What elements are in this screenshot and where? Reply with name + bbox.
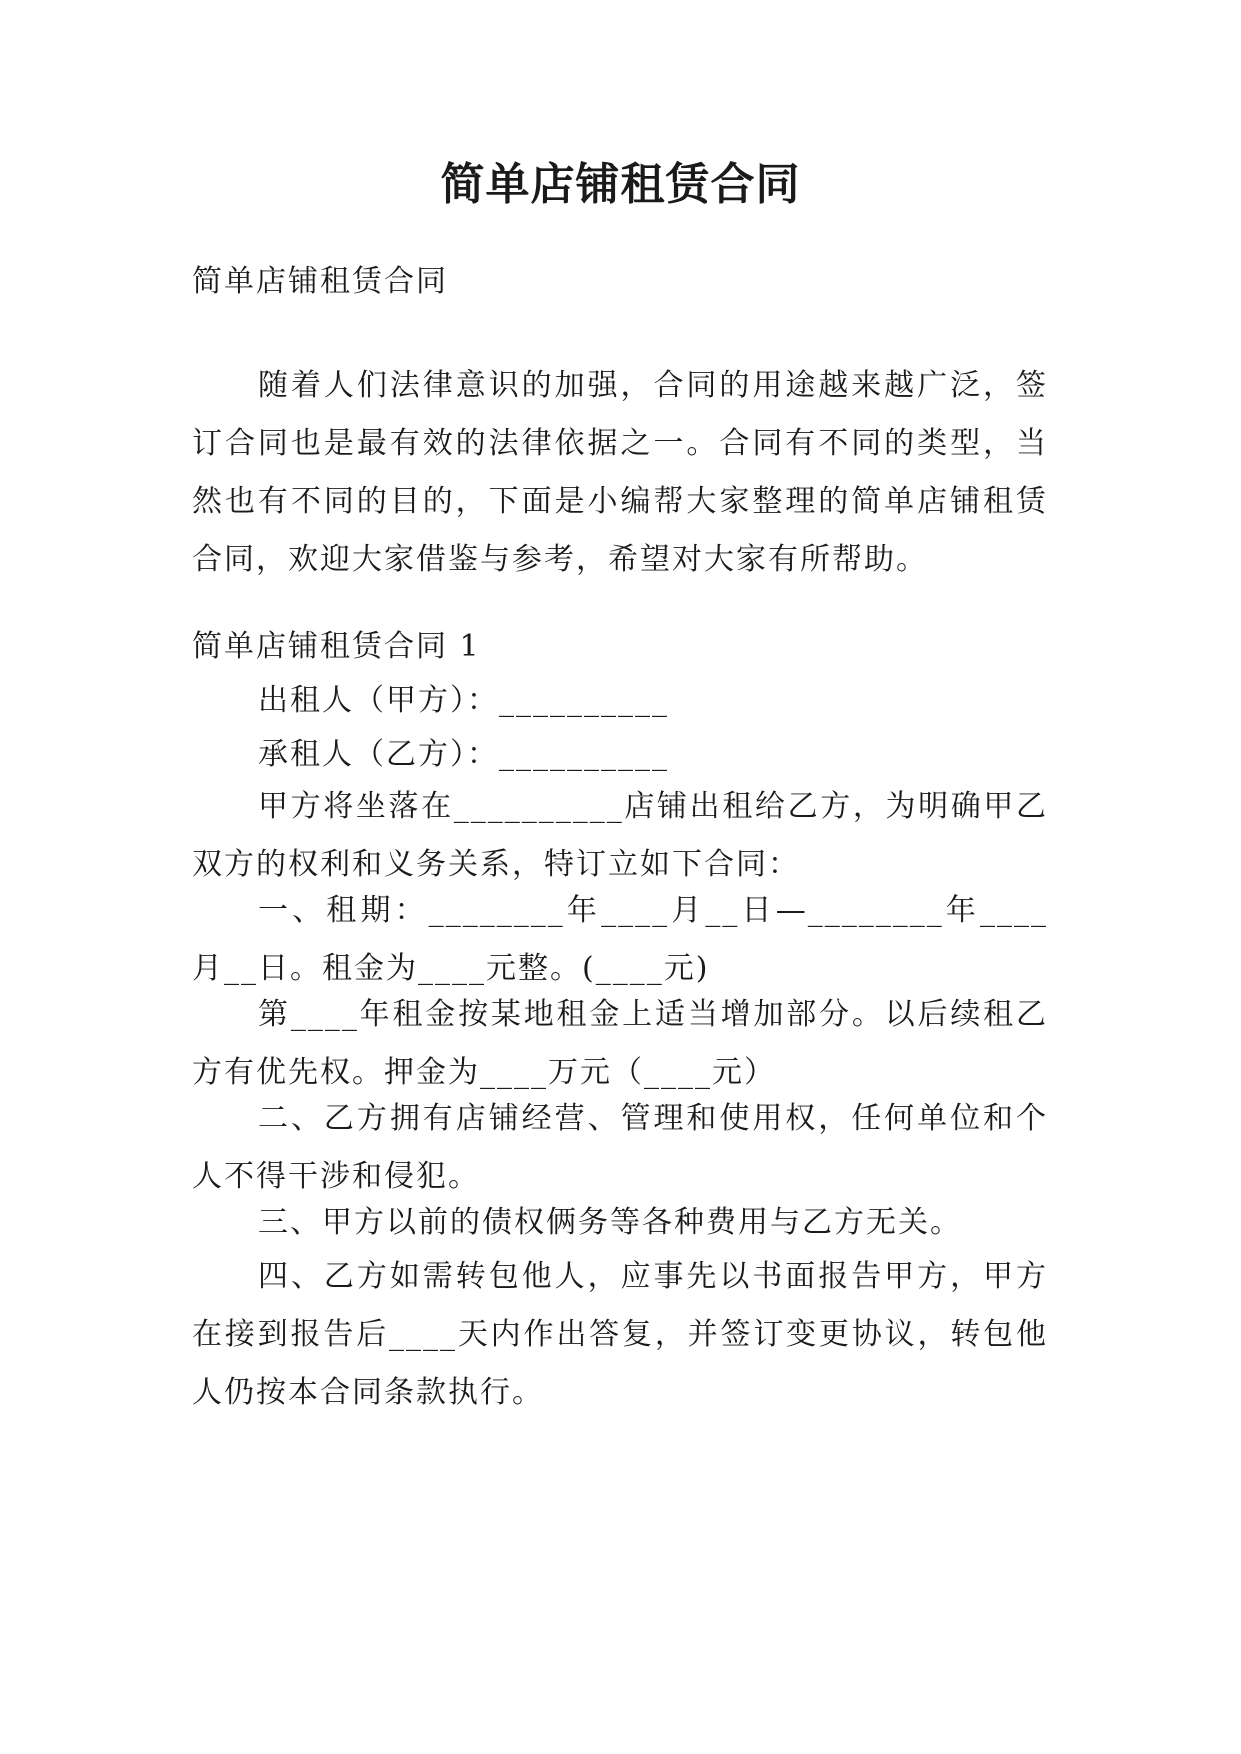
lessee-line: 承租人（乙方）：__________ bbox=[258, 737, 669, 772]
clause-1-paragraph: 一、租期：________年____月__日—________年____月__日。租金为____元整。(____元) bbox=[192, 893, 1048, 986]
document-title: 简单店铺租赁合同 bbox=[440, 159, 801, 210]
clause-4-paragraph: 四、乙方如需转包他人，应事先以书面报告甲方，甲方在接到报告后____天内作出答复，并签订变更协议，转包他人仍按本合同条款执行。 bbox=[192, 1259, 1048, 1410]
clause-3-paragraph: 三、甲方以前的债权俩务等各种费用与乙方无关。 bbox=[258, 1205, 962, 1240]
clause-2-paragraph: 二、乙方拥有店铺经营、管理和使用权，任何单位和个人不得干涉和侵犯。 bbox=[192, 1101, 1048, 1194]
intro-paragraph: 随着人们法律意识的加强，合同的用途越来越广泛，签订合同也是最有效的法律依据之一。合同有不同的类型，当然也有不同的目的，下面是小编帮大家整理的简单店铺租赁合同，欢迎大家借鉴与参考，希望对大家有所帮助。 bbox=[192, 368, 1048, 577]
document-subtitle: 简单店铺租赁合同 bbox=[192, 264, 448, 299]
premise-paragraph: 甲方将坐落在__________店铺出租给乙方，为明确甲乙双方的权利和义务关系，特订立如下合同： bbox=[192, 789, 1048, 882]
section-heading: 简单店铺租赁合同 1 bbox=[192, 629, 481, 664]
clause-1b-paragraph: 第____年租金按某地租金上适当增加部分。以后续租乙方有优先权。押金为____万元（____元） bbox=[192, 997, 1048, 1090]
lessor-line: 出租人（甲方）：__________ bbox=[258, 683, 669, 718]
